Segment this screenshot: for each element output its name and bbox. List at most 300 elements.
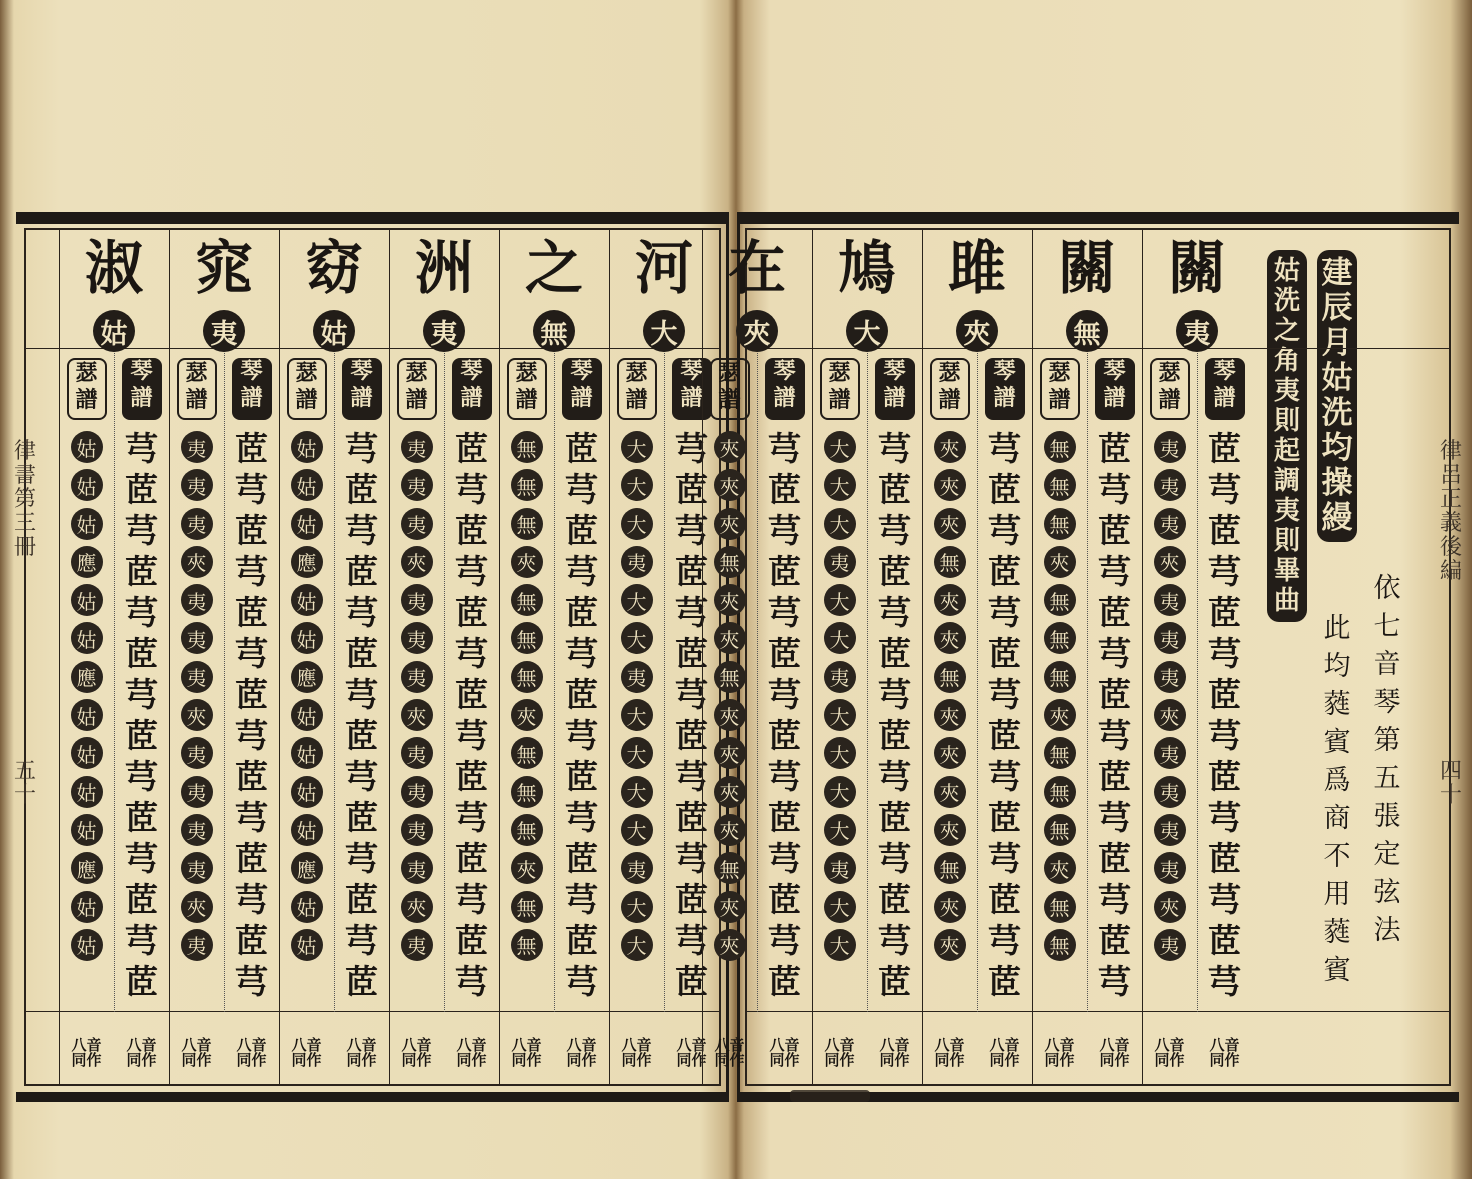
qin-notation-char: 茝 (878, 962, 911, 1001)
lyric-word: 雎 (947, 234, 1006, 302)
qin-notation-char: 芎 (675, 757, 708, 796)
se-notation-char: 夷 (401, 431, 433, 463)
se-notation-char: 夷 (181, 852, 213, 884)
qin-notation-char: 芎 (768, 429, 801, 468)
se-notation-char: 姑 (291, 737, 323, 769)
qin-notation-char: 茝 (675, 798, 708, 837)
se-notation-char: 夷 (1154, 814, 1186, 846)
qin-notation-char: 芎 (768, 511, 801, 550)
qin-score-label: 琴譜 (765, 358, 805, 420)
lyric-word: 洲 (414, 234, 473, 302)
qin-notation-char: 芎 (345, 675, 378, 714)
qin-notation-char: 芎 (988, 511, 1021, 550)
se-notation-char: 大 (824, 814, 856, 846)
qin-notation-char: 茝 (565, 429, 598, 468)
qin-notation-char: 茝 (345, 470, 378, 509)
se-notation-char: 夷 (401, 661, 433, 693)
se-notation-char: 姑 (71, 431, 103, 463)
se-notation-char: 夷 (1154, 661, 1186, 693)
qin-notation-char: 芎 (878, 839, 911, 878)
pitch-note-badge: 姑 (313, 310, 355, 352)
se-notation-char: 大 (824, 622, 856, 654)
se-notation-char: 無 (1044, 661, 1076, 693)
qin-notation-char: 茝 (1208, 593, 1241, 632)
lyric-column-divider (812, 230, 813, 1084)
qin-notation-char: 茝 (235, 429, 268, 468)
se-notation-char: 姑 (291, 776, 323, 808)
qin-notation-char: 茝 (235, 757, 268, 796)
pitch-note-badge: 夷 (1176, 310, 1218, 352)
se-notation-char: 無 (1044, 508, 1076, 540)
mode-subtitle-banner: 姑洗之角夷則起調夷則畢曲 (1267, 250, 1307, 622)
se-notation-char: 夾 (934, 622, 966, 654)
qin-notation-char: 茝 (878, 716, 911, 755)
se-notation-char: 大 (824, 469, 856, 501)
lyric-word: 在 (727, 234, 786, 302)
se-notation-char: 夾 (934, 776, 966, 808)
qin-notation-char: 芎 (455, 798, 488, 837)
qin-notation-char: 芎 (565, 798, 598, 837)
se-notation-column (285, 428, 329, 964)
qin-notation-char: 茝 (235, 921, 268, 960)
qin-notation-char: 芎 (988, 675, 1021, 714)
se-notation-char: 大 (621, 699, 653, 731)
se-notation-char: 姑 (71, 814, 103, 846)
ink-smudge (790, 1090, 870, 1102)
qin-notation-char: 茝 (878, 552, 911, 591)
qin-notation-char: 茝 (455, 675, 488, 714)
se-notation-char: 夷 (824, 546, 856, 578)
pitch-note-badge: 夷 (423, 310, 465, 352)
qin-notation-char: 茝 (345, 962, 378, 1001)
se-notation-column (395, 428, 439, 964)
ensemble-mark: 八音同作 (346, 1036, 377, 1069)
qin-notation-char: 茝 (768, 716, 801, 755)
sub-column-divider (664, 348, 665, 1012)
se-notation-char: 夾 (1154, 891, 1186, 923)
qin-notation-char: 芎 (235, 552, 268, 591)
se-notation-char: 夾 (714, 622, 746, 654)
qin-notation-char: 茝 (1208, 675, 1241, 714)
qin-notation-char: 茝 (1098, 429, 1131, 468)
qin-notation-char: 芎 (988, 429, 1021, 468)
se-notation-char: 大 (824, 737, 856, 769)
se-notation-char: 應 (291, 546, 323, 578)
qin-notation-char: 茝 (878, 798, 911, 837)
qin-notation-char: 芎 (1208, 880, 1241, 919)
se-notation-char: 夷 (824, 852, 856, 884)
qin-notation-char: 芎 (675, 675, 708, 714)
se-notation-char: 夾 (714, 469, 746, 501)
qin-notation-char: 芎 (1208, 798, 1241, 837)
qin-notation-char: 芎 (455, 880, 488, 919)
ensemble-mark: 八音同作 (401, 1036, 432, 1069)
se-notation-char: 無 (511, 776, 543, 808)
lyric-word: 淑 (84, 234, 143, 302)
se-notation-column (708, 428, 752, 964)
ensemble-mark: 八音同作 (1209, 1036, 1240, 1069)
qin-notation-char: 茝 (675, 880, 708, 919)
qin-notation-char: 芎 (768, 593, 801, 632)
qin-notation-char: 茝 (1208, 921, 1241, 960)
se-notation-char: 姑 (291, 891, 323, 923)
se-notation-char: 大 (621, 929, 653, 961)
qin-score-label: 琴譜 (985, 358, 1025, 420)
ensemble-mark: 八音同作 (1154, 1036, 1185, 1069)
pitch-note-badge: 無 (533, 310, 575, 352)
qin-score-label: 琴譜 (672, 358, 712, 420)
qin-notation-char: 茝 (1098, 593, 1131, 632)
se-notation-char: 大 (824, 699, 856, 731)
qin-notation-char: 芎 (768, 675, 801, 714)
qin-notation-char: 茝 (565, 675, 598, 714)
lyric-word: 關 (1057, 234, 1116, 302)
se-notation-char: 大 (621, 776, 653, 808)
qin-notation-char: 茝 (675, 470, 708, 509)
se-notation-char: 夷 (401, 814, 433, 846)
lyric-column-divider (499, 230, 500, 1084)
se-notation-column (818, 428, 862, 964)
lyric-column-divider (59, 230, 60, 1084)
se-notation-char: 夾 (511, 852, 543, 884)
sub-column-divider (334, 348, 335, 1012)
se-notation-char: 夷 (824, 661, 856, 693)
qin-notation-char: 芎 (675, 593, 708, 632)
qin-notation-char: 茝 (878, 880, 911, 919)
pitch-note-badge: 夾 (736, 310, 778, 352)
se-score-label: 瑟譜 (1040, 358, 1080, 420)
se-notation-char: 夾 (714, 776, 746, 808)
qin-notation-char: 茝 (1098, 757, 1131, 796)
se-notation-char: 姑 (71, 929, 103, 961)
qin-notation-column (560, 428, 604, 1002)
ensemble-mark: 八音同作 (621, 1036, 652, 1069)
se-notation-char: 應 (291, 852, 323, 884)
se-notation-char: 夷 (1154, 737, 1186, 769)
qin-notation-char: 茝 (125, 798, 158, 837)
qin-notation-char: 芎 (455, 552, 488, 591)
se-notation-char: 夾 (1154, 699, 1186, 731)
qin-notation-char: 芎 (125, 839, 158, 878)
sub-column-divider (867, 348, 868, 1012)
qin-notation-char: 芎 (1208, 962, 1241, 1001)
se-notation-char: 夷 (1154, 508, 1186, 540)
se-notation-char: 夷 (401, 508, 433, 540)
se-notation-char: 無 (934, 661, 966, 693)
se-notation-char: 夷 (181, 737, 213, 769)
se-notation-char: 夾 (511, 699, 543, 731)
se-notation-char: 無 (511, 622, 543, 654)
left-edge-page: 五十 (13, 759, 36, 808)
qin-notation-char: 茝 (988, 716, 1021, 755)
qin-notation-char: 芎 (455, 962, 488, 1001)
ensemble-mark: 八音同作 (291, 1036, 322, 1069)
se-score-label: 瑟譜 (177, 358, 217, 420)
se-notation-column (505, 428, 549, 964)
se-notation-char: 無 (511, 929, 543, 961)
qin-notation-char: 茝 (455, 511, 488, 550)
se-notation-char: 大 (621, 469, 653, 501)
se-notation-char: 夷 (621, 852, 653, 884)
se-notation-char: 夾 (1044, 852, 1076, 884)
lyric-column-divider (169, 230, 170, 1084)
lyric-word: 之 (524, 234, 583, 302)
se-notation-char: 夷 (181, 508, 213, 540)
qin-notation-char: 茝 (455, 429, 488, 468)
se-notation-char: 夾 (934, 431, 966, 463)
se-notation-char: 無 (511, 584, 543, 616)
se-notation-char: 夾 (934, 891, 966, 923)
qin-notation-column (1203, 428, 1247, 1002)
qin-notation-char: 茝 (1098, 921, 1131, 960)
se-notation-char: 夾 (934, 584, 966, 616)
qin-notation-char: 芎 (988, 921, 1021, 960)
qin-notation-char: 茝 (768, 634, 801, 673)
qin-notation-char: 茝 (235, 675, 268, 714)
se-notation-char: 夷 (181, 431, 213, 463)
mode-note: 此均蕤賓爲商不用蕤賓 (1323, 613, 1351, 986)
qin-notation-char: 茝 (345, 716, 378, 755)
ensemble-mark: 八音同作 (456, 1036, 487, 1069)
se-notation-char: 大 (621, 622, 653, 654)
qin-notation-char: 茝 (235, 511, 268, 550)
se-notation-char: 無 (511, 469, 543, 501)
ensemble-mark: 八音同作 (126, 1036, 157, 1069)
se-notation-char: 應 (71, 661, 103, 693)
se-notation-char: 無 (1044, 929, 1076, 961)
se-notation-char: 無 (511, 661, 543, 693)
qin-notation-char: 芎 (675, 921, 708, 960)
se-notation-char: 夾 (1044, 699, 1076, 731)
se-notation-char: 大 (824, 584, 856, 616)
qin-score-label: 琴譜 (342, 358, 382, 420)
se-notation-char: 夾 (934, 814, 966, 846)
se-notation-char: 夾 (1154, 546, 1186, 578)
left-page (16, 212, 729, 1102)
ensemble-mark: 八音同作 (236, 1036, 267, 1069)
footer-rule (747, 1011, 1449, 1012)
header-rule (26, 348, 719, 349)
qin-notation-char: 芎 (235, 470, 268, 509)
se-notation-char: 夷 (401, 737, 433, 769)
ensemble-mark: 八音同作 (511, 1036, 542, 1069)
ensemble-mark: 八音同作 (714, 1036, 745, 1069)
qin-notation-char: 芎 (1098, 470, 1131, 509)
se-notation-char: 無 (1044, 622, 1076, 654)
qin-notation-char: 茝 (675, 634, 708, 673)
qin-notation-char: 芎 (345, 921, 378, 960)
se-notation-char: 夾 (181, 699, 213, 731)
se-score-label: 瑟譜 (820, 358, 860, 420)
ensemble-mark: 八音同作 (1044, 1036, 1075, 1069)
qin-notation-char: 芎 (125, 593, 158, 632)
right-page (714, 212, 1459, 1102)
qin-notation-char: 芎 (878, 429, 911, 468)
ensemble-mark: 八音同作 (181, 1036, 212, 1069)
qin-notation-char: 茝 (768, 552, 801, 591)
lyric-column-divider (1032, 230, 1033, 1084)
se-notation-char: 應 (291, 661, 323, 693)
qin-notation-char: 芎 (455, 634, 488, 673)
qin-notation-char: 芎 (345, 839, 378, 878)
se-notation-char: 大 (621, 737, 653, 769)
lyric-word: 河 (634, 234, 693, 302)
se-notation-char: 夷 (181, 622, 213, 654)
pitch-note-badge: 夾 (956, 310, 998, 352)
qin-notation-char: 芎 (768, 839, 801, 878)
qin-notation-char: 芎 (125, 675, 158, 714)
qin-notation-char: 芎 (1208, 634, 1241, 673)
se-notation-char: 姑 (71, 699, 103, 731)
ensemble-mark: 八音同作 (824, 1036, 855, 1069)
qin-notation-char: 芎 (1098, 552, 1131, 591)
qin-notation-char: 芎 (125, 921, 158, 960)
se-notation-char: 夷 (401, 929, 433, 961)
ensemble-mark: 八音同作 (676, 1036, 707, 1069)
qin-notation-char: 芎 (768, 757, 801, 796)
qin-notation-char: 芎 (1098, 716, 1131, 755)
pitch-note-badge: 姑 (93, 310, 135, 352)
se-notation-char: 大 (824, 776, 856, 808)
qin-notation-char: 茝 (988, 470, 1021, 509)
qin-notation-char: 茝 (1208, 757, 1241, 796)
se-notation-char: 無 (1044, 891, 1076, 923)
left-music-table (24, 228, 721, 1086)
se-notation-char: 夾 (714, 508, 746, 540)
qin-notation-column (450, 428, 494, 1002)
se-notation-char: 應 (71, 852, 103, 884)
qin-notation-char: 芎 (675, 429, 708, 468)
qin-notation-char: 茝 (988, 552, 1021, 591)
qin-notation-char: 芎 (455, 470, 488, 509)
qin-notation-char: 芎 (565, 962, 598, 1001)
qin-notation-char: 茝 (988, 798, 1021, 837)
se-notation-char: 姑 (291, 622, 323, 654)
se-notation-char: 無 (934, 852, 966, 884)
se-notation-char: 夷 (181, 469, 213, 501)
se-notation-char: 夷 (1154, 584, 1186, 616)
se-notation-char: 夷 (401, 584, 433, 616)
se-score-label: 瑟譜 (1150, 358, 1190, 420)
se-notation-char: 姑 (71, 737, 103, 769)
se-notation-char: 夷 (1154, 776, 1186, 808)
qin-notation-char: 茝 (1098, 511, 1131, 550)
se-score-label: 瑟譜 (617, 358, 657, 420)
se-notation-char: 夾 (714, 431, 746, 463)
se-notation-char: 無 (511, 737, 543, 769)
lyric-word: 關 (1167, 234, 1226, 302)
se-notation-char: 大 (824, 508, 856, 540)
se-notation-char: 夾 (181, 546, 213, 578)
se-notation-char: 無 (714, 661, 746, 693)
se-notation-char: 夾 (401, 546, 433, 578)
qin-notation-char: 茝 (878, 470, 911, 509)
se-notation-char: 夾 (401, 699, 433, 731)
se-notation-column (928, 428, 972, 964)
qin-notation-char: 芎 (345, 511, 378, 550)
qin-notation-char: 芎 (1208, 716, 1241, 755)
se-notation-char: 姑 (71, 891, 103, 923)
tuning-note: 依七音琴第五張定弦法 (1373, 573, 1401, 946)
right-edge-title: 律呂正義後編 (1439, 439, 1462, 584)
sub-column-divider (444, 348, 445, 1012)
qin-notation-char: 芎 (235, 634, 268, 673)
qin-score-label: 琴譜 (452, 358, 492, 420)
se-notation-char: 應 (71, 546, 103, 578)
qin-notation-char: 芎 (345, 757, 378, 796)
qin-notation-char: 芎 (345, 429, 378, 468)
qin-notation-column (230, 428, 274, 1002)
lyric-column-divider (702, 230, 703, 1084)
qin-notation-char: 茝 (1208, 429, 1241, 468)
qin-notation-char: 芎 (878, 593, 911, 632)
qin-notation-char: 芎 (125, 429, 158, 468)
se-notation-char: 夷 (181, 661, 213, 693)
se-notation-char: 姑 (71, 584, 103, 616)
se-notation-column (615, 428, 659, 964)
se-notation-char: 姑 (71, 776, 103, 808)
qin-notation-char: 芎 (565, 552, 598, 591)
qin-notation-char: 茝 (455, 757, 488, 796)
pitch-note-badge: 大 (643, 310, 685, 352)
lyric-column-divider (609, 230, 610, 1084)
se-notation-char: 無 (511, 508, 543, 540)
se-score-label: 瑟譜 (710, 358, 750, 420)
qin-notation-char: 茝 (988, 962, 1021, 1001)
qin-notation-char: 芎 (675, 511, 708, 550)
se-notation-column (1038, 428, 1082, 964)
ensemble-mark: 八音同作 (934, 1036, 965, 1069)
qin-notation-column (1093, 428, 1137, 1002)
qin-notation-char: 芎 (125, 511, 158, 550)
qin-notation-char: 芎 (565, 470, 598, 509)
se-notation-char: 夾 (714, 737, 746, 769)
se-notation-char: 夾 (181, 891, 213, 923)
se-notation-char: 夷 (401, 622, 433, 654)
qin-notation-char: 茝 (125, 962, 158, 1001)
mode-title-banner: 建辰月姑洗均操縵 (1317, 250, 1357, 542)
qin-notation-char: 茝 (235, 839, 268, 878)
qin-notation-char: 芎 (1208, 552, 1241, 591)
footer-rule (26, 1011, 719, 1012)
se-score-label: 瑟譜 (397, 358, 437, 420)
lyric-word: 鳩 (837, 234, 896, 302)
lyric-word: 窕 (194, 234, 253, 302)
qin-notation-char: 茝 (675, 552, 708, 591)
lyric-column-divider (1142, 230, 1143, 1084)
qin-notation-char: 茝 (125, 634, 158, 673)
se-notation-char: 大 (824, 891, 856, 923)
se-notation-char: 姑 (71, 508, 103, 540)
qin-notation-char: 茝 (1098, 839, 1131, 878)
se-notation-char: 無 (714, 852, 746, 884)
qin-notation-char: 茝 (1208, 511, 1241, 550)
qin-notation-char: 茝 (768, 470, 801, 509)
sub-column-divider (757, 348, 758, 1012)
lyric-column-divider (922, 230, 923, 1084)
qin-notation-char: 茝 (988, 634, 1021, 673)
sub-column-divider (1197, 348, 1198, 1012)
se-notation-char: 無 (934, 546, 966, 578)
se-notation-char: 姑 (291, 469, 323, 501)
qin-notation-char: 芎 (565, 634, 598, 673)
qin-notation-char: 芎 (235, 798, 268, 837)
qin-notation-char: 茝 (125, 470, 158, 509)
ensemble-mark: 八音同作 (71, 1036, 102, 1069)
se-notation-char: 夷 (181, 776, 213, 808)
qin-notation-char: 茝 (235, 593, 268, 632)
se-notation-char: 姑 (71, 469, 103, 501)
